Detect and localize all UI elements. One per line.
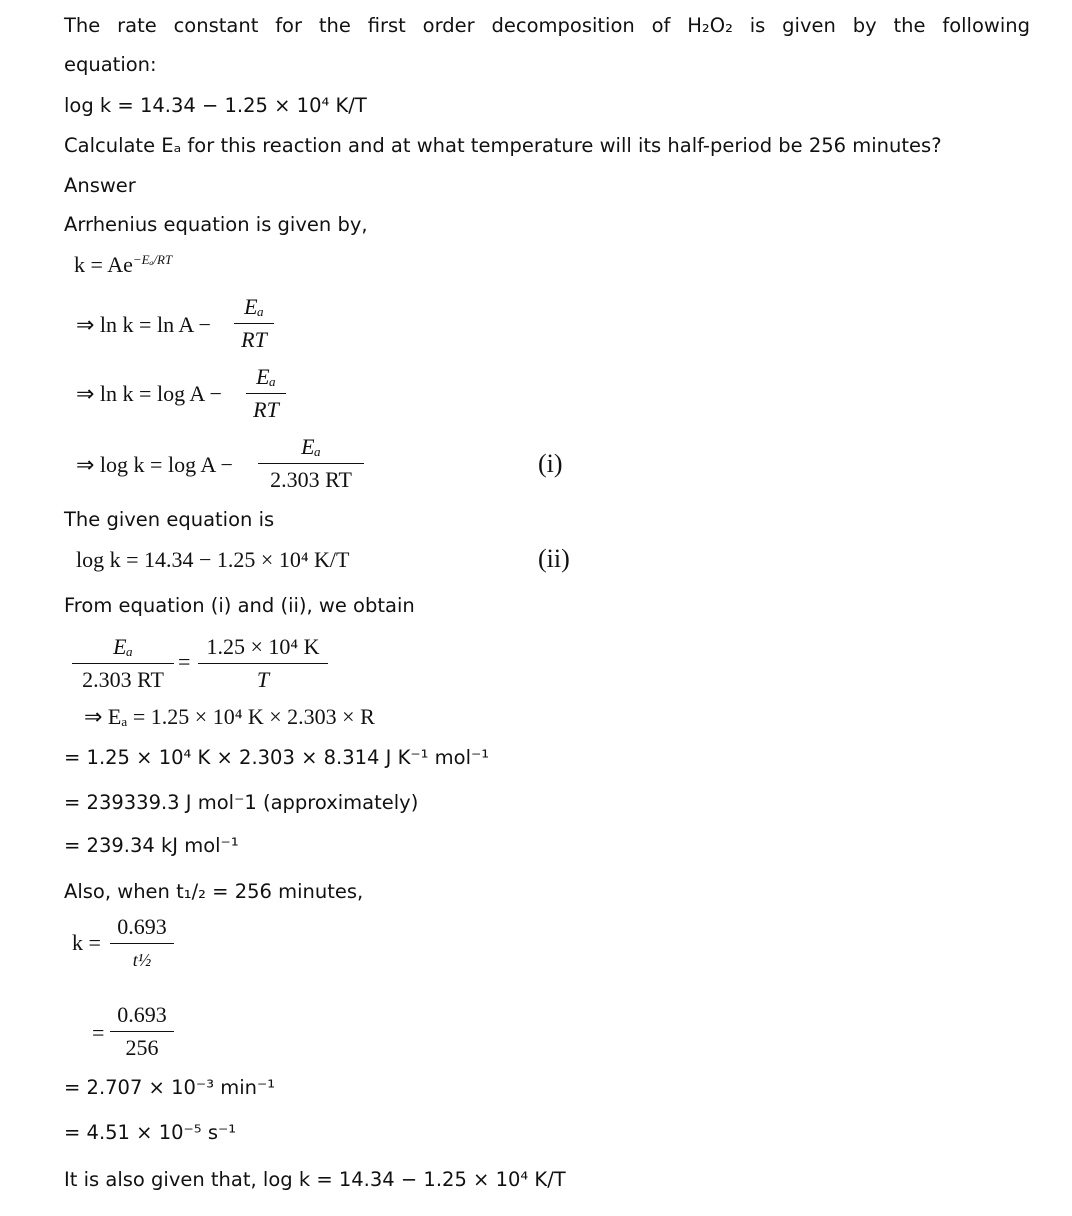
rate-constant-min: = 2.707 × 10⁻³ min⁻¹ [64,1076,276,1099]
half-life-intro: Also, when t₁/₂ = 256 minutes, [64,880,364,903]
derivation-lhs-fraction: Eₐ 2.303 RT [72,634,174,693]
log-equation-lhs: ⇒ ln k = log A − [76,381,222,406]
half-life-k-lhs: k = [72,930,101,955]
ln-equation-lhs: ⇒ ln k = ln A − [76,312,211,337]
ea-step-3: = 239.34 kJ mol⁻¹ [64,834,239,857]
final-statement: It is also given that, log k = 14.34 − 1.25 × 10⁴ K/T [64,1168,566,1191]
rate-constant-sec: = 4.51 × 10⁻⁵ s⁻¹ [64,1121,237,1144]
question-line-3: Calculate Eₐ for this reaction and at what temperature will its half-period be 256 minutes? [64,134,942,157]
ea-expression: ⇒ Eₐ = 1.25 × 10⁴ K × 2.303 × R [84,704,375,729]
equation-label-ii: (ii) [538,544,570,573]
log10-equation-lhs: ⇒ log k = log A − [76,452,233,477]
ln-equation-fraction: Eₐ RT [234,294,274,353]
half-life-fraction-2: 0.693 256 [110,1002,174,1061]
ea-step-2: = 239339.3 J mol⁻1 (approximately) [64,791,419,814]
question-line-2: equation: [64,53,157,76]
derivation-equals: = [178,649,191,674]
arrhenius-intro: Arrhenius equation is given by, [64,213,368,236]
derivation-rhs-fraction: 1.25 × 10⁴ K T [198,634,328,693]
derivation-intro: From equation (i) and (ii), we obtain [64,594,415,617]
half-life-fraction-1: 0.693 t½ [110,914,174,973]
given-equation: log k = 14.34 − 1.25 × 10⁴ K/T [76,547,350,572]
log-equation-fraction: Eₐ RT [246,364,286,423]
half-life-equals: = [92,1020,105,1045]
ea-step-1: = 1.25 × 10⁴ K × 2.303 × 8.314 J K⁻¹ mol⁻¹ [64,746,490,769]
arrhenius-equation: $k = Ae^{-E_a/RT}$ [74,252,173,277]
question-line-1: The rate constant for the first order decomposition of H₂O₂ is given by the following [64,14,1030,37]
given-intro: The given equation is [64,508,275,531]
log10-equation-fraction: Eₐ 2.303 RT [258,434,364,493]
question-equation: log k = 14.34 − 1.25 × 10⁴ K/T [64,94,367,117]
answer-label: Answer [64,174,136,197]
equation-label-i: (i) [538,449,563,478]
